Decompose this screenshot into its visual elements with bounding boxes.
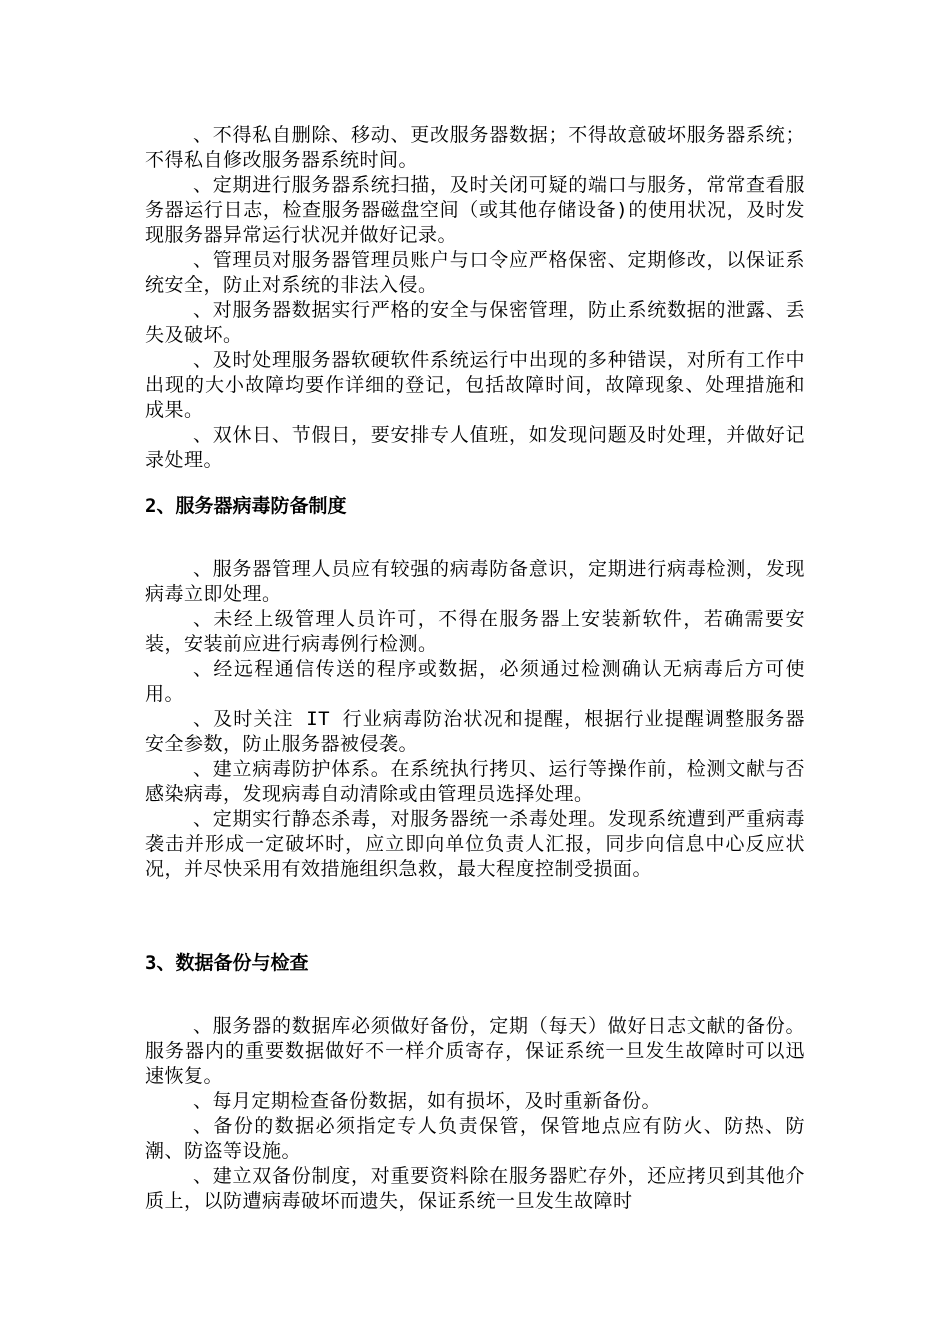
rule-paragraph: 、未经上级管理人员许可，不得在服务器上安装新软件，若确需要安装，安装前应进行病毒例行检测。 [145, 608, 805, 655]
rule-paragraph: 、定期进行服务器系统扫描，及时关闭可疑的端口与服务，常常查看服务器运行日志，检查服务器磁盘空间（或其他存储设备)的使用状况，及时发现服务器异常运行状况并做好记录。 [145, 174, 805, 246]
rule-paragraph: 、每月定期检查备份数据，如有损坏，及时重新备份。 [193, 1090, 662, 1112]
backup-section [145, 951, 805, 976]
rule-paragraph: 、服务器管理人员应有较强的病毒防备意识，定期进行病毒检测，发现病毒立即处理。 [145, 558, 805, 605]
section-heading: 2、服务器病毒防备制度 [145, 495, 347, 517]
rule-paragraph: 、备份的数据必须指定专人负责保管，保管地点应有防火、防热、防潮、防盗等设施。 [145, 1115, 805, 1162]
virus-prevention-body [145, 557, 805, 882]
server-rules-section [145, 123, 805, 473]
rule-paragraph: 、服务器的数据库必须做好备份，定期（每天）做好日志文献的备份。服务器内的重要数据做好不一样介质寄存，保证系统一旦发生故障时可以迅速恢复。 [145, 1015, 805, 1087]
rule-paragraph: 、建立病毒防护体系。在系统执行拷贝、运行等操作前，检测文献与否感染病毒，发现病毒自动清除或由管理员选择处理。 [145, 758, 805, 805]
backup-body [145, 1014, 805, 1214]
rule-paragraph: 、双休日、节假日，要安排专人值班，如发现问题及时处理，并做好记录处理。 [145, 424, 805, 471]
rule-paragraph: 、及时处理服务器软硬软件系统运行中出现的多种错误，对所有工作中出现的大小故障均要作详细的登记，包括故障时间，故障现象、处理措施和成果。 [145, 349, 805, 421]
rule-paragraph: 、及时关注 IT 行业病毒防治状况和提醒，根据行业提醒调整服务器安全参数，防止服务器被侵袭。 [145, 708, 805, 755]
rule-paragraph: 、管理员对服务器管理员账户与口令应严格保密、定期修改，以保证系统安全，防止对系统的非法入侵。 [145, 249, 805, 296]
rule-paragraph: 、建立双备份制度，对重要资料除在服务器贮存外，还应拷贝到其他介质上，以防遭病毒破坏而遗失，保证系统一旦发生故障时 [145, 1165, 805, 1212]
virus-prevention-section [145, 494, 805, 519]
rule-paragraph: 、经远程通信传送的程序或数据，必须通过检测确认无病毒后方可使用。 [145, 658, 805, 705]
rule-paragraph: 、定期实行静态杀毒，对服务器统一杀毒处理。发现系统遭到严重病毒袭击并形成一定破坏时，应立即向单位负责人汇报，同步向信息中心反应状况，并尽快采用有效措施组织急救，最大程度控制受损面。 [145, 808, 805, 880]
rule-paragraph: 、不得私自删除、移动、更改服务器数据；不得故意破坏服务器系统；不得私自修改服务器系统时间。 [145, 124, 805, 171]
rule-paragraph: 、对服务器数据实行严格的安全与保密管理，防止系统数据的泄露、丢失及破坏。 [145, 299, 805, 346]
section-heading: 3、数据备份与检查 [145, 952, 309, 974]
